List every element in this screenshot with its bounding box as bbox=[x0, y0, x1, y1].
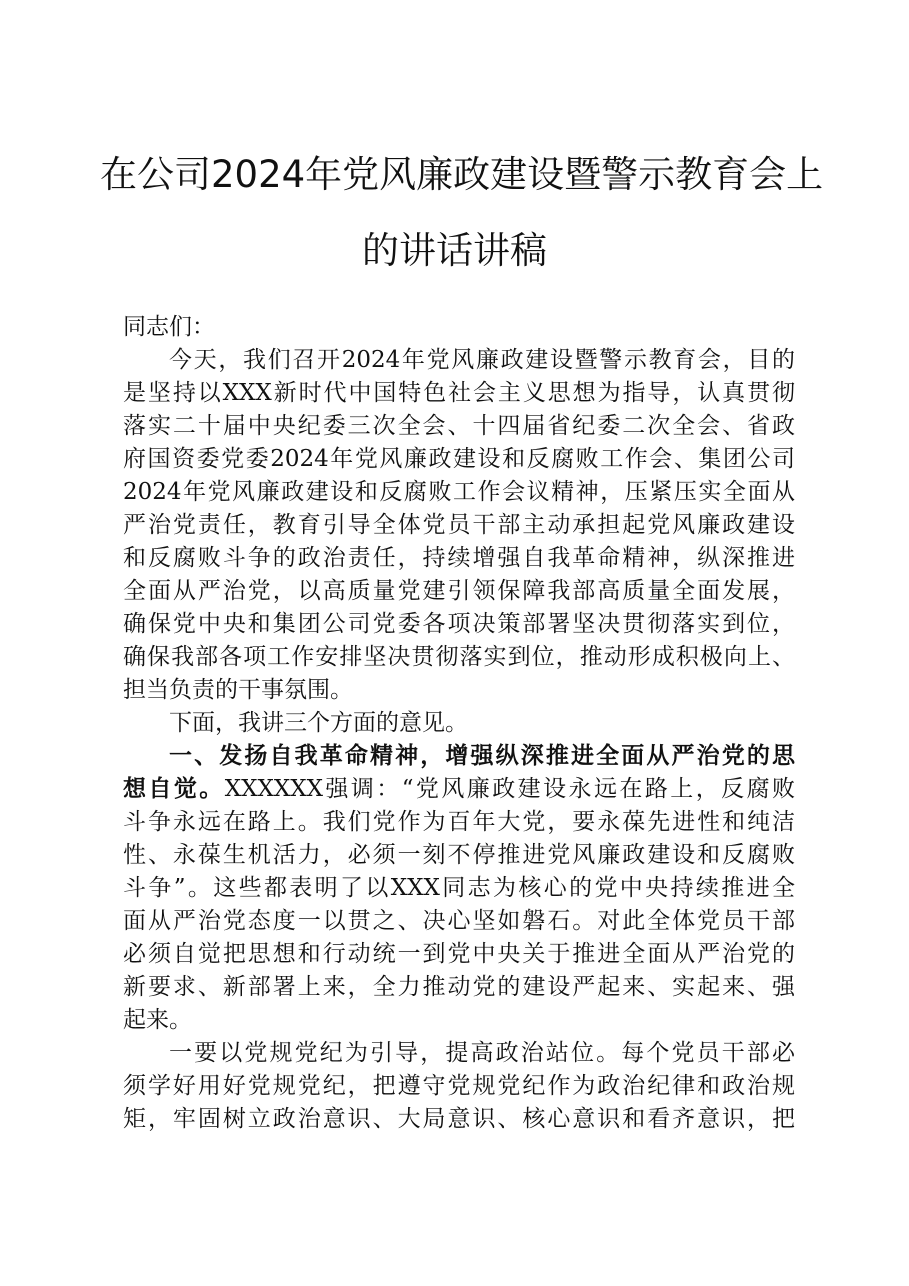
paragraph-line: 确保党中央和集团公司党委各项决策部署坚决贯彻落实到位， bbox=[123, 611, 795, 637]
paragraph-line: 全面从严治党，以高质量党建引领保障我部高质量全面发展， bbox=[123, 578, 795, 604]
salutation: 同志们： bbox=[123, 314, 215, 340]
paragraph-line: 府国资委党委2024年党风廉政建设和反腐败工作会、集团公司 bbox=[123, 446, 795, 472]
paragraph-line: 必须自觉把思想和行动统一到党中央关于推进全面从严治党的 bbox=[123, 941, 795, 967]
paragraph-line: 落实二十届中央纪委三次全会、十四届省纪委二次全会、省政 bbox=[123, 413, 795, 439]
paragraph-section-one bbox=[123, 740, 795, 1037]
paragraph-line: 今天，我们召开2024年党风廉政建设暨警示教育会，目的 bbox=[169, 347, 795, 373]
paragraph-line: 确保我部各项工作安排坚决贯彻落实到位，推动形成积极向上、 bbox=[123, 644, 795, 670]
paragraph-line: 是坚持以XXX新时代中国特色社会主义思想为指导，认真贯彻 bbox=[123, 380, 795, 406]
paragraph-outline: 下面，我讲三个方面的意见。 bbox=[169, 710, 468, 736]
paragraph-point-one bbox=[123, 1037, 795, 1136]
paragraph-intro bbox=[123, 344, 795, 707]
quote-start: XXXXXX强调：“党风廉政建设永远在路上，反腐败 bbox=[224, 776, 796, 802]
paragraph-line: 2024年党风廉政建设和反腐败工作会议精神，压紧压实全面从 bbox=[123, 479, 795, 505]
paragraph-line: 矩，牢固树立政治意识、大局意识、核心意识和看齐意识，把 bbox=[123, 1106, 795, 1132]
paragraph-line: 担当负责的干事氛围。 bbox=[123, 677, 353, 703]
paragraph-line: 起来。 bbox=[123, 1007, 192, 1033]
paragraph-line: 和反腐败斗争的政治责任，持续增强自我革命精神，纵深推进 bbox=[123, 545, 795, 571]
paragraph-line: 性、永葆生机活力，必须一刻不停推进党风廉政建设和反腐败 bbox=[123, 842, 795, 868]
section-heading-end: 想自觉。 bbox=[123, 776, 225, 802]
title-line-1: 在公司2024年党风廉政建设暨警示教育会上 bbox=[100, 153, 824, 196]
paragraph-line: 斗争永远在路上。我们党作为百年大党，要永葆先进性和纯洁 bbox=[123, 809, 795, 835]
document-title bbox=[100, 137, 824, 289]
paragraph-line: 斗争”。这些都表明了以XXX同志为核心的党中央持续推进全 bbox=[123, 875, 795, 901]
paragraph-line: 须学好用好党规党纪，把遵守党规党纪作为政治纪律和政治规 bbox=[123, 1073, 795, 1099]
paragraph-line: 面从严治党态度一以贯之、决心坚如磐石。对此全体党员干部 bbox=[123, 908, 795, 934]
paragraph-line: 新要求、新部署上来，全力推动党的建设严起来、实起来、强 bbox=[123, 974, 795, 1000]
document-body bbox=[123, 311, 795, 1136]
section-heading: 一、发扬自我革命精神，增强纵深推进全面从严治党的思 bbox=[169, 743, 795, 769]
title-line-2: 的讲话讲稿 bbox=[362, 229, 547, 272]
paragraph-line bbox=[123, 773, 795, 806]
paragraph-line: 一要以党规党纪为引导，提高政治站位。每个党员干部必 bbox=[169, 1040, 795, 1066]
paragraph-line: 严治党责任，教育引导全体党员干部主动承担起党风廉政建设 bbox=[123, 512, 795, 538]
